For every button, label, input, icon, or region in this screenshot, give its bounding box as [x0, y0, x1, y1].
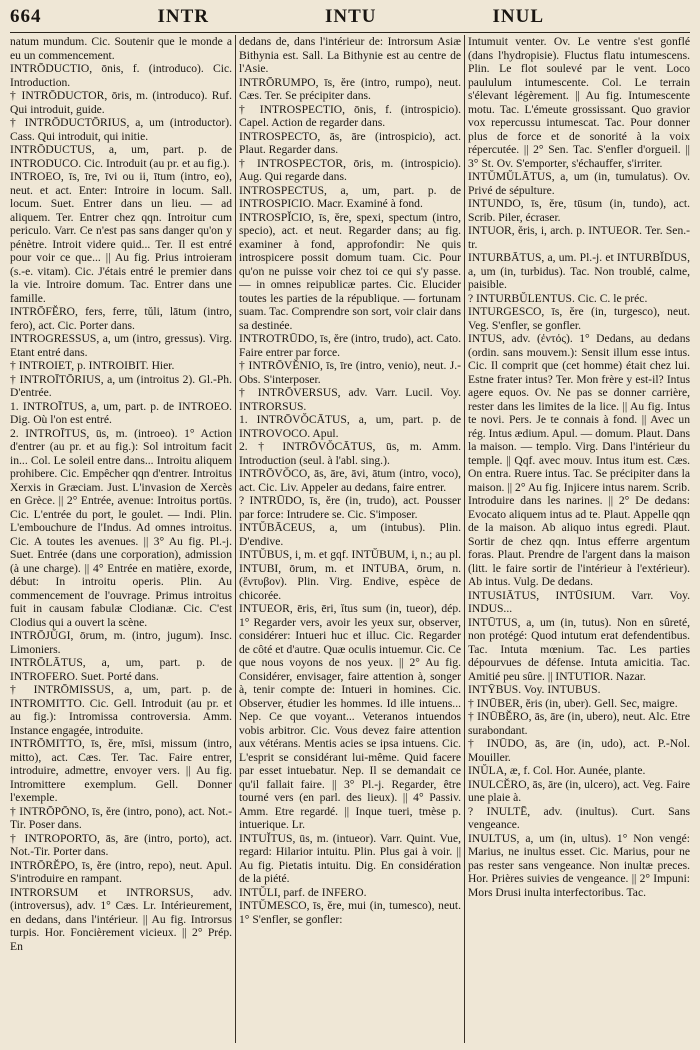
columns [10, 35, 690, 1043]
dictionary-entry: INTUS, adv. (ἐντός). 1° Dedans, au dedans (ordin. sans mouvem.): Sensit illum esse intus. Cic. Il comprit que (cet homme) était chez lui. Estne frater intus? Ter. Mon frère y est-il? Intus agere equos. Ov. Ne pas se donner carrière, rester dans les limites de la lice. || Au fig. Intus te novi. Pers. Je te connais à fond. || Avec un rég. Intus ædium. Apul. — domum. Plaut. Dans la maison. — templo. Virg. Dans l'intérieur du temple. || Qqf. avec mouv. Intus itum est. Cæs. On entra. Ruere intus. Tac. Se précipiter dans la maison. || 2° Au fig. Injicere intus narem. Scrib. Introduire dans les narines. || 2° De dedans: Evocato aliquem intus ad te. Plaut. Appelle qqn de la maison. Ab aliquo intus egredi. Plaut. Sortir de chez qqn. Intus efferre argentum foras. Plaut. Prendre de l'argent dans la maison (litt. le faire sortir de l'intérieur à l'extérieur). Ab intus. Vulg. De dedans. [468, 332, 691, 588]
dictionary-entry: INTROSPECTO, ās, āre (introspicio), act. Plaut. Regarder dans. [239, 129, 462, 156]
dictionary-entry: INTUNDO, īs, ĕre, tūsum (in, tundo), act. Scrib. Piler, écraser. [468, 197, 691, 224]
dictionary-entry: ? INULTĒ, adv. (inultus). Curt. Sans vengeance. [468, 804, 691, 831]
running-header [10, 6, 690, 32]
dictionary-entry: † INTRŌDUCTŌRIUS, a, um (introductor). Cass. Qui introduit, qui initie. [10, 116, 233, 143]
dictionary-entry: INTRŌLĀTUS, a, um, part. p. de INTROFERO. Suet. Porté dans. [10, 656, 233, 683]
header-center-guideword: INTU [324, 6, 377, 27]
dictionary-entry: INTUOR, ĕris, i, arch. p. INTUEOR. Ter. Sen.-tr. [468, 224, 691, 251]
dictionary-entry: INTUĬTUS, ūs, m. (intueor). Varr. Quint. Vue, regard: Hilarior intuitu. Plin. Plus gai à voir. || Au fig. Pietatis intuitu. Dig. En considération de la piété. [239, 831, 462, 885]
dictionary-entry: INTRŌRUMPO, īs, ĕre (intro, rumpo), neut. Cæs. Ter. Se précipiter dans. [239, 75, 462, 102]
header-left-guideword: INTR [157, 6, 209, 27]
dictionary-entry: † INŪBĔRO, ās, āre (in, ubero), neut. Alc. Etre surabondant. [468, 710, 691, 737]
dictionary-entry: INTROSPĬCIO, īs, ĕre, spexi, spectum (intro, specio), act. et neut. Regarder dans; au fig. examiner à fond, approfondir: Ne quis introspicere possit domum tuam. Cic. Pour qu'on ne puisse voir chez toi ce qui s'y passe. — in omnes reipublicæ partes. Cic. Elucider toutes les parties de la république. — fortunam suam. Tac. Comprendre son sort, voir clair dans sa destinée. [239, 210, 462, 332]
dictionary-entry: INTROTRŪDO, īs, ĕre (intro, trudo), act. Cato. Faire entrer par force. [239, 332, 462, 359]
column-divider [235, 35, 236, 1043]
dictionary-entry: INTURGESCO, īs, ĕre (in, turgesco), neut. Veg. S'enfler, se gonfler. [468, 305, 691, 332]
dictionary-entry: INTRORSUM et INTRORSUS, adv. (introversus), adv. 1° Cæs. Lr. Intérieurement, en dedans, dans l'intérieur. || Au fig. Introrsus turpis. Hor. Foncièrement vicieux. || 2° Prép. En [10, 885, 233, 953]
dictionary-entry: INULTUS, a, um (in, ultus). 1° Non vengé: Marius, ne inultus esset. Cic. Marius, pour ne pas rester sans vengeance. Non inultæ preces. Hor. Prières suivies de vengeance. || 2° Impuni: Mors Drusi inulta interfectoribus. Tac. [468, 831, 691, 899]
column-right [468, 35, 690, 1043]
dictionary-entry: dedans de, dans l'intérieur de: Introrsum Asiæ Bithynia est. Sall. La Bithynie est au centre de l'Asie. [239, 35, 462, 75]
dictionary-entry: INULCĔRO, ās, āre (in, ulcero), act. Veg. Faire une plaie à. [468, 777, 691, 804]
dictionary-entry: INTUSIĀTUS, INTŪSIUM. Varr. Voy. INDUS... [468, 588, 691, 615]
dictionary-entry: INTRŌRĔPO, īs, ĕre (intro, repo), neut. Apul. S'introduire en rampant. [10, 858, 233, 885]
dictionary-entry: † INTROĪTŌRIUS, a, um (introitus 2). Gl.-Ph. D'entrée. [10, 372, 233, 399]
dictionary-entry: INTROSPECTUS, a, um, part. p. de INTROSPICIO. Macr. Examiné à fond. [239, 183, 462, 210]
page-number: 664 [10, 6, 42, 27]
dictionary-entry: INTŬBUS, i, m. et gqf. INTŬBUM, i, n.; au pl. INTUBI, ōrum, m. et INTUBA, ōrum, n. (ἔντυβον). Plin. Virg. Endive, espèce de chicorée. [239, 548, 462, 602]
dictionary-entry: † INTRŌDUCTOR, ōris, m. (introduco). Ruf. Qui introduit, guide. [10, 89, 233, 116]
dictionary-entry: INTŪTUS, a, um (in, tutus). Non en sûreté, non protégé: Quod intutum erat defendentibus. Tac. Intuta mœnium. Tac. Les parties dépourvues de défense. Intuta amicitia. Tac. Amitié peu sûre. || INTUTIOR. Nazar. [468, 615, 691, 683]
dictionary-entry: † INTROPORTO, ās, āre (intro, porto), act. Not.-Tir. Porter dans. [10, 831, 233, 858]
dictionary-entry: † INŪDO, ās, āre (in, udo), act. P.-Nol. Mouiller. [468, 737, 691, 764]
dictionary-entry: INTŬBĀCEUS, a, um (intubus). Plin. D'endive. [239, 521, 462, 548]
dictionary-entry: 1. INTROĪTUS, a, um, part. p. de INTROEO. Dig. Où l'on est entré. [10, 399, 233, 426]
column-divider [464, 35, 465, 1043]
dictionary-entry: INTUEOR, ēris, ēri, ĭtus sum (in, tueor), dép. 1° Regarder vers, avoir les yeux sur, observer, considérer: Intueri huc et illuc. Cic. Regarder de côté et d'autre. Quæ oculis intuemur. Cic. Ce que nous voyons de nos yeux. || 2° Au fig. Considérer, envisager, faire attention à, songer à, tenir compte de: Intueri in homines. Cic. Observer, étudier les hommes. Id ille intuens... Nep. Ce que voyant... Veteranos intuendos vobis arbitror. Cic. Vous devez faire attention aux vétérans. Mentis acies se ipsa intuens. Cic. L'esprit se considérant lui-même. Quid facere par esset intuebatur. Nep. Il se demandait ce qu'il fallait faire. || 3° Pl.-j. Regarder, être tourné vers (en parl. des lieux). || 4° Passiv. Amm. Etre regardé. || Inque tueri, tmèse p. intuerique. Lr. [239, 602, 462, 831]
dictionary-entry: INTROGRESSUS, a, um (intro, gressus). Virg. Etant entré dans. [10, 332, 233, 359]
header-rule [10, 32, 690, 33]
dictionary-entry: 2. † INTRŌVŎCĀTUS, ūs, m. Amm. Introduction (seul. à l'abl. sing.). [239, 440, 462, 467]
dictionary-entry: INTRŌVŎCO, ās, āre, āvi, ātum (intro, voco), act. Cic. Liv. Appeler au dedans, faire entrer. [239, 467, 462, 494]
dictionary-entry: Intumuit venter. Ov. Le ventre s'est gonflé (dans l'hydropisie). Fluctus flatu intumescens. Plin. Le flot soulevé par le vent. Loco paululum intumescente. Col. Le terrain s'élevant légèrement. || Au fig. Intumescente motu. Tac. L'émeute grossissant. Quo gravior vox repercussu intumescat. Tac. Pour donner plus de force et de sonorité à la voix répercutée. || 2° Sen. Tac. S'enfler d'orgueil. || 3° St. Ov. S'emporter, s'échauffer, s'irriter. [468, 35, 691, 170]
column-middle [239, 35, 461, 1043]
column-left [10, 35, 232, 1043]
dictionary-entry: ? INTRŪDO, īs, ĕre (in, trudo), act. Pousser par force: Intrudere se. Cic. S'imposer. [239, 494, 462, 521]
header-right-guideword: INUL [492, 6, 544, 27]
dictionary-entry: 1. INTRŌVŎCĀTUS, a, um, part. p. de INTROVOCO. Apul. [239, 413, 462, 440]
dictionary-entry: INTŬMŬLĀTUS, a, um (in, tumulatus). Ov. Privé de sépulture. [468, 170, 691, 197]
dictionary-entry: INTŬMESCO, īs, ĕre, mui (in, tumesco), neut. 1° S'enfler, se gonfler: [239, 899, 462, 926]
dictionary-entry: INTURBĀTUS, a, um. Pl.-j. et INTURBĬDUS, a, um (in, turbidus). Tac. Non troublé, calme, paisible. [468, 251, 691, 291]
dictionary-entry: † INŪBER, ĕris (in, uber). Gell. Sec, maigre. [468, 696, 678, 710]
dictionary-entry: 2. INTROĪTUS, ūs, m. (introeo). 1° Action d'entrer (au pr. et au fig.): Sol introitum facit in... Col. Le soleil entre dans... Introitu aliquem prohibere. Cic. Empêcher qqn d'entrer. Introitus Xerxis in Græciam. Just. L'invasion de Xercès en Grèce. || 2° Entrée, avenue: Introitus portūs. Cic. L'entrée du port, le goulet. — Indi. Plin. L'embouchure de l'Indus. Ad omnes introitus. Cic. A toutes les avenues. || 3° Au fig. Pl.-j. Suet. Entrée (dans une corporation), admission (à une charge). || 4° Entrée en matière, exorde, début: In introitu operis. Plin. Au commencement de l'ouvrage. Primus introitus fuit in causam fabulæ Clodianæ. Cic. C'est Clodius qui a ouvert la scène. [10, 426, 233, 629]
dictionary-entry: INTȲBUS. Voy. INTUBUS. [468, 683, 601, 696]
dictionary-entry: INŬLA, æ, f. Col. Hor. Aunée, plante. [468, 764, 646, 777]
dictionary-entry: † INTROSPECTIO, ōnis, f. (introspicio). Capel. Action de regarder dans. [239, 102, 462, 129]
dictionary-entry: INTRŌDUCTUS, a, um, part. p. de INTRODUCO. Cic. Introduit (au pr. et au fig.). [10, 143, 233, 170]
dictionary-entry: INTRŌDUCTIO, ōnis, f. (introduco). Cic. Introduction. [10, 62, 233, 89]
dictionary-entry: INTRŌMITTO, īs, ĕre, mīsi, missum (intro, mitto), act. Cæs. Ter. Tac. Faire entrer, introduire, admettre, envoyer vers. || Au fig. Intromittere exemplum. Gell. Donner l'exemple. [10, 737, 233, 804]
dictionary-entry: INTRŌJŬGI, ōrum, m. (intro, jugum). Insc. Limoniers. [10, 629, 233, 656]
dictionary-entry: INTRŌFĔRO, fers, ferre, tŭli, lātum (intro, fero), act. Cic. Porter dans. [10, 305, 233, 332]
dictionary-entry: ? INTURBŬLENTUS. Cic. C. le préc. [468, 291, 648, 305]
dictionary-entry: † INTRŌVĔNIO, īs, īre (intro, venio), neut. J.-Obs. S'interposer. [239, 359, 462, 386]
dictionary-entry: INTŬLI, parf. de INFERO. [239, 885, 367, 899]
dictionary-entry: † INTRŌVERSUS, adv. Varr. Lucil. Voy. INTRORSUS. [239, 386, 462, 413]
dictionary-entry: INTROEO, īs, īre, īvi ou ii, ītum (intro, eo), neut. et act. Enter: Introire in locum. Sall. locum. Suet. Entrer dans un lieu. — ad aliquem. Ter. Entrer chez qqn. Introitur cum periculo. Varr. Ce n'est pas sans danger qu'on y pénètre. Introit videre quid... Ter. Il est entré pour voir ce que... || Au fig. Prius introieram (s.-e. vitam). Cic. J'étais entré le premier dans la vie. Introire domum. Tac. Entrer dans une famille. [10, 170, 233, 305]
dictionary-entry: † INTRŌPŌNO, īs, ĕre (intro, pono), act. Not.-Tir. Poser dans. [10, 804, 233, 831]
dictionary-entry: † INTROIET, p. INTROIBIT. Hier. [10, 359, 175, 372]
dictionary-entry: † INTROSPECTOR, ōris, m. (introspicio). Aug. Qui regarde dans. [239, 156, 462, 183]
dictionary-entry: natum mundum. Cic. Soutenir que le monde a eu un commencement. [10, 35, 233, 62]
dictionary-entry: † INTRŌMISSUS, a, um, part. p. de INTROMITTO. Cic. Gell. Introduit (au pr. et au fig.): Intromissa controversia. Amm. Instance engagée, introduite. [10, 683, 233, 737]
